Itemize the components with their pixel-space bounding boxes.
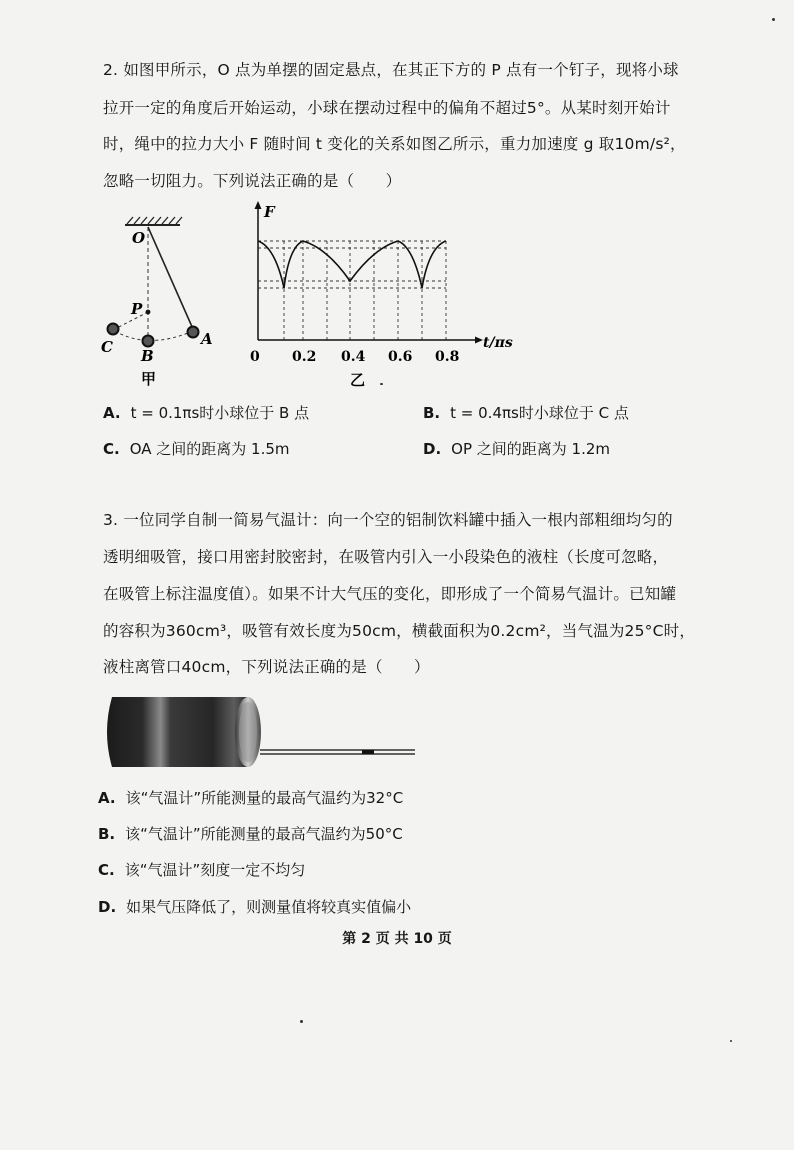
y-axis-label: F xyxy=(264,203,275,221)
force-curve xyxy=(258,241,446,288)
q3-line-2: 透明细吸管，接口用密封胶密封，在吸管内引入一小段染色的液柱（长度可忽略， xyxy=(103,548,669,566)
option-text: OP 之间的距离为 1.2m xyxy=(451,440,611,458)
q3-option-b[interactable] xyxy=(98,824,403,844)
label-o: O xyxy=(132,229,146,247)
can-body xyxy=(107,697,248,767)
origin-label: 0 xyxy=(250,349,260,365)
option-label: D. xyxy=(98,898,117,916)
caption-yi: 乙 xyxy=(350,371,366,389)
q3-line-4: 的容积为360cm³，吸管有效长度为50cm，横截面积为0.2cm²，当气温为25°C时， xyxy=(103,622,696,640)
option-text: t = 0.4πs时小球位于 C 点 xyxy=(450,404,629,422)
q3-line-3: 在吸管上标注温度值）。如果不计大气压的变化，即形成了一个简易气温计。已知罐 xyxy=(103,585,677,603)
q2-line-3: 时，绳中的拉力大小 F 随时间 t 变化的关系如图乙所示，重力加速度 g 取10m/s²， xyxy=(103,135,686,153)
option-label: B. xyxy=(98,825,116,843)
can-thermometer-photo xyxy=(100,693,420,771)
liquid-column xyxy=(362,750,374,754)
label-p: P xyxy=(131,300,143,318)
q2-line-2: 拉开一定的角度后开始运动，小球在摆动过程中的偏角不超过5°。从某时刻开始计 xyxy=(103,99,671,117)
q2-option-a[interactable] xyxy=(103,403,309,423)
x-tick-0.2: 0.2 xyxy=(292,349,317,365)
option-label: A. xyxy=(103,404,121,422)
can-rim xyxy=(239,702,257,762)
option-text: 如果气压降低了，则测量值将较真实值偏小 xyxy=(126,898,412,916)
q2-option-c[interactable] xyxy=(103,439,290,459)
caption-jia: 甲 xyxy=(141,370,157,388)
ball-c xyxy=(108,324,119,335)
scan-speck xyxy=(380,383,383,385)
q3-option-c[interactable] xyxy=(98,860,305,880)
q2-line-1: 2. 如图甲所示，O 点为单摆的固定悬点，在其正下方的 P 点有一个钉子，现将小球 xyxy=(103,61,679,79)
grid-verticals xyxy=(284,241,446,340)
q2-option-b[interactable] xyxy=(423,403,629,423)
option-label: C. xyxy=(103,440,120,458)
q3-line-1: 3. 一位同学自制一简易气温计：向一个空的铝制饮料罐中插入一根内部粗细均匀的 xyxy=(103,511,673,529)
figure-yi-graph xyxy=(245,195,515,390)
grid-horizontals xyxy=(258,241,446,288)
label-a: A xyxy=(201,330,213,348)
q3-line-5: 液柱离管口40cm，下列说法正确的是（ ） xyxy=(103,658,430,676)
option-label: A. xyxy=(98,789,116,807)
x-tick-0.6: 0.6 xyxy=(388,349,413,365)
q3-option-d[interactable] xyxy=(98,897,411,917)
y-axis-arrow xyxy=(255,201,262,209)
figure-jia-pendulum xyxy=(95,205,235,390)
scan-speck xyxy=(772,18,775,21)
label-b: B xyxy=(141,347,154,365)
option-label: C. xyxy=(98,861,115,879)
option-label: B. xyxy=(423,404,441,422)
option-text: 该“气温计”所能测量的最高气温约为32°C xyxy=(125,789,404,807)
scan-speck xyxy=(730,1040,732,1042)
option-label: D. xyxy=(423,440,442,458)
nail-p xyxy=(146,310,151,315)
pendulum-string xyxy=(148,227,193,329)
label-c: C xyxy=(101,338,113,356)
x-tick-0.8: 0.8 xyxy=(435,349,460,365)
option-text: 该“气温计”刻度一定不均匀 xyxy=(124,861,306,879)
option-text: 该“气温计”所能测量的最高气温约为50°C xyxy=(125,825,403,843)
scan-speck xyxy=(300,1020,303,1023)
x-axis-label: t/πs xyxy=(483,335,513,351)
ball-b xyxy=(143,336,154,347)
x-axis-arrow xyxy=(475,337,483,344)
q2-option-d[interactable] xyxy=(423,439,610,459)
ceiling-hatch xyxy=(127,217,182,224)
ball-a xyxy=(188,327,199,338)
q3-option-a[interactable] xyxy=(98,788,403,808)
option-text: t = 0.1πs时小球位于 B 点 xyxy=(130,404,310,422)
option-text: OA 之间的距离为 1.5m xyxy=(129,440,290,458)
page-footer: 第 2 页 共 10 页 xyxy=(342,931,452,947)
x-tick-0.4: 0.4 xyxy=(341,349,366,365)
q2-line-4: 忽略一切阻力。下列说法正确的是（ ） xyxy=(103,172,402,190)
